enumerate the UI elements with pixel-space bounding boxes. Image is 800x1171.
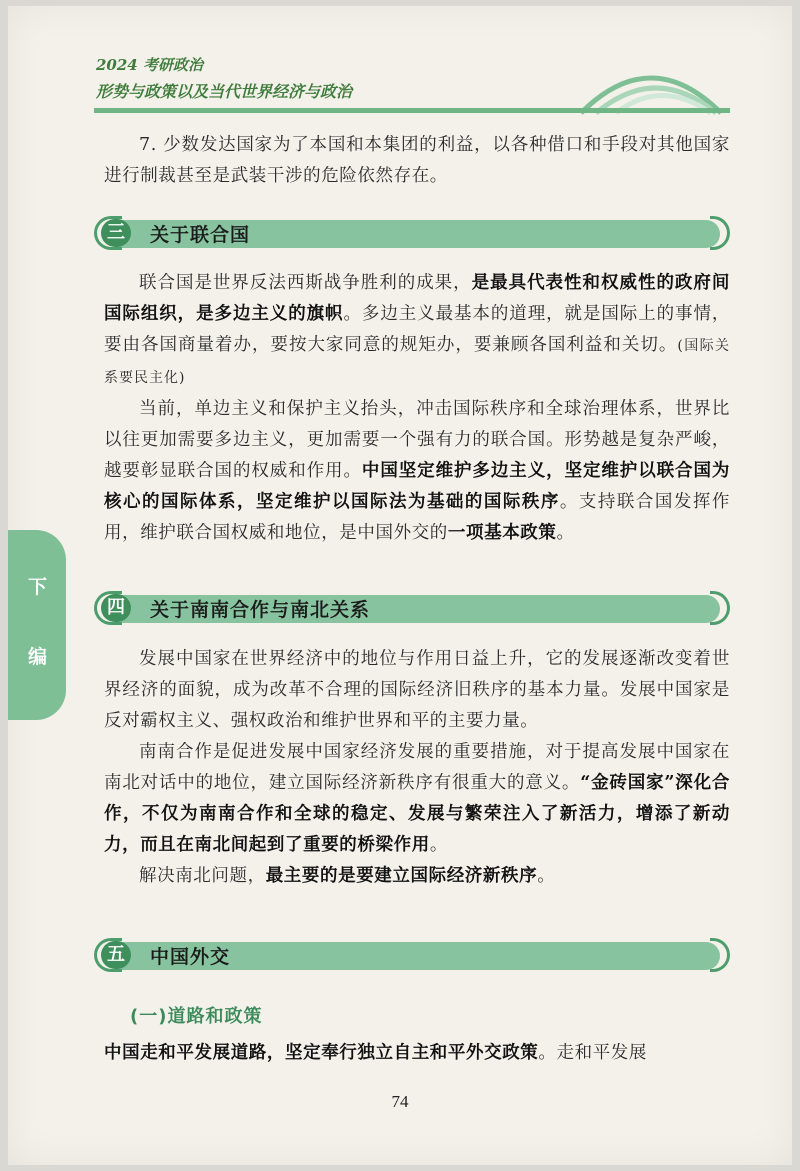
subheading-road-and-policy: (一)道路和政策: [130, 1006, 263, 1027]
section-heading-un: [94, 216, 730, 252]
item-7-text: 7. 少数发达国家为了本国和本集团的利益，以各种借口和手段对其他国家进行制裁甚至是武装干涉的危险依然存在。: [104, 135, 730, 186]
section-title: 中国外交: [150, 946, 231, 968]
side-tab-char: 下: [28, 576, 48, 598]
header-rule: [94, 108, 730, 113]
un-paragraph-2: 当前，单边主义和保护主义抬头，冲击国际秩序和全球治理体系，世界比以往更加需要多边主义，更加需要一个强有力的联合国。形势越是复杂严峻，越要彰显联合国的权威和作用。中国坚定维护多边主义，坚定维护以联合国为核心的国际体系，坚定维护以国际法为基础的国际秩序。支持联合国发挥作用，维护联合国权威和地位，是中国外交的一项基本政策。: [104, 399, 731, 543]
section-heading-diplomacy: [94, 938, 730, 974]
header-subtitle: 形势与政策以及当代世界经济与政治: [96, 82, 353, 101]
south-section-body: [104, 644, 730, 892]
section-number: 四: [101, 594, 131, 622]
south-paragraph-1: 发展中国家在世界经济中的地位与作用日益上升，它的发展逐渐改变着世界经济的面貌，成为改革不合理的国际经济旧秩序的基本力量。发展中国家是反对霸权主义、强权政治和维护世界和平的主要力量。: [104, 649, 730, 731]
section-number: 五: [101, 941, 131, 969]
un-paragraph-1: 联合国是世界反法西斯战争胜利的成果，是最具代表性和权威性的政府间国际组织，是多边主义的旗帜。多边主义最基本的道理，就是国际上的事情，要由各国商量着办，要按大家同意的规矩办，要兼顾各国利益和关切。(国际关系要民主化): [104, 273, 730, 386]
side-tab-char: 编: [28, 646, 48, 668]
section-title: 关于南南合作与南北关系: [150, 599, 371, 621]
diplomacy-paragraph-1: 中国走和平发展道路，坚定奉行独立自主和平外交政策。走和平发展: [104, 1043, 648, 1063]
south-paragraph-2: 南南合作是促进发展中国家经济发展的重要措施，对于提高发展中国家在南北对话中的地位，建立国际经济新秩序有很重大的意义。“金砖国家”深化合作，不仅为南南合作和全球的稳定、发展与繁荣注入了新活力，增添了新动力，而且在南北间起到了重要的桥梁作用。: [104, 742, 730, 855]
side-tab: [8, 530, 66, 720]
page-number: 74: [391, 1092, 409, 1111]
intro-paragraph: [104, 130, 730, 192]
un-section-body: [104, 268, 730, 549]
section-number: 三: [101, 219, 131, 247]
section-title: 关于联合国: [150, 224, 251, 246]
section-heading-south-south: [94, 591, 730, 627]
south-paragraph-3: 解决南北问题，最主要的是要建立国际经济新秩序。: [139, 866, 556, 886]
diplomacy-body: [104, 1038, 730, 1069]
header-title: 2024 考研政治: [96, 56, 203, 74]
